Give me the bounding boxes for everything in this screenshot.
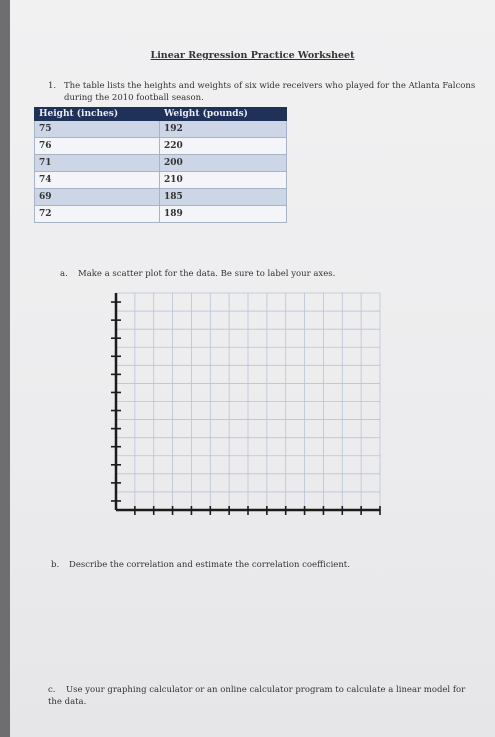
height-cell: 74 <box>35 172 160 189</box>
part-a-label: a. <box>60 269 68 279</box>
height-cell: 72 <box>35 206 160 223</box>
table-row <box>35 155 287 172</box>
scatter-plot-grid[interactable] <box>100 285 390 520</box>
part-c-text: Use your graphing calculator or an online calculator program to calculate a linear model for the data. <box>48 685 466 707</box>
table-row <box>35 206 287 223</box>
table-row <box>35 138 287 155</box>
weight-cell: 210 <box>160 172 287 189</box>
table-row <box>35 189 287 206</box>
weight-cell: 192 <box>160 121 287 138</box>
question-1-number: 1. <box>48 81 57 91</box>
height-cell: 69 <box>35 189 160 206</box>
part-b-text: Describe the correlation and estimate the correlation coefficient. <box>69 560 350 570</box>
part-b-label: b. <box>51 560 60 570</box>
height-weight-table <box>34 107 287 223</box>
height-column-header: Height (inches) <box>35 108 160 121</box>
weight-column-header: Weight (pounds) <box>160 108 287 121</box>
table-row <box>35 121 287 138</box>
weight-cell: 189 <box>160 206 287 223</box>
part-b-prompt <box>51 559 350 571</box>
weight-cell: 200 <box>160 155 287 172</box>
table-row <box>35 172 287 189</box>
worksheet-title: Linear Regression Practice Worksheet <box>150 50 355 61</box>
part-c-prompt <box>48 684 478 708</box>
part-a-prompt <box>60 268 335 280</box>
question-1-text: The table lists the heights and weights of six wide receivers who played for the Atlanta Falcons during the 2010 football season. <box>64 81 476 103</box>
weight-cell: 220 <box>160 138 287 155</box>
weight-cell: 185 <box>160 189 287 206</box>
height-cell: 75 <box>35 121 160 138</box>
height-cell: 76 <box>35 138 160 155</box>
part-c-label: c. <box>48 685 56 695</box>
table-header-row <box>35 108 287 121</box>
height-cell: 71 <box>35 155 160 172</box>
part-a-text: Make a scatter plot for the data. Be sure to label your axes. <box>78 269 336 279</box>
